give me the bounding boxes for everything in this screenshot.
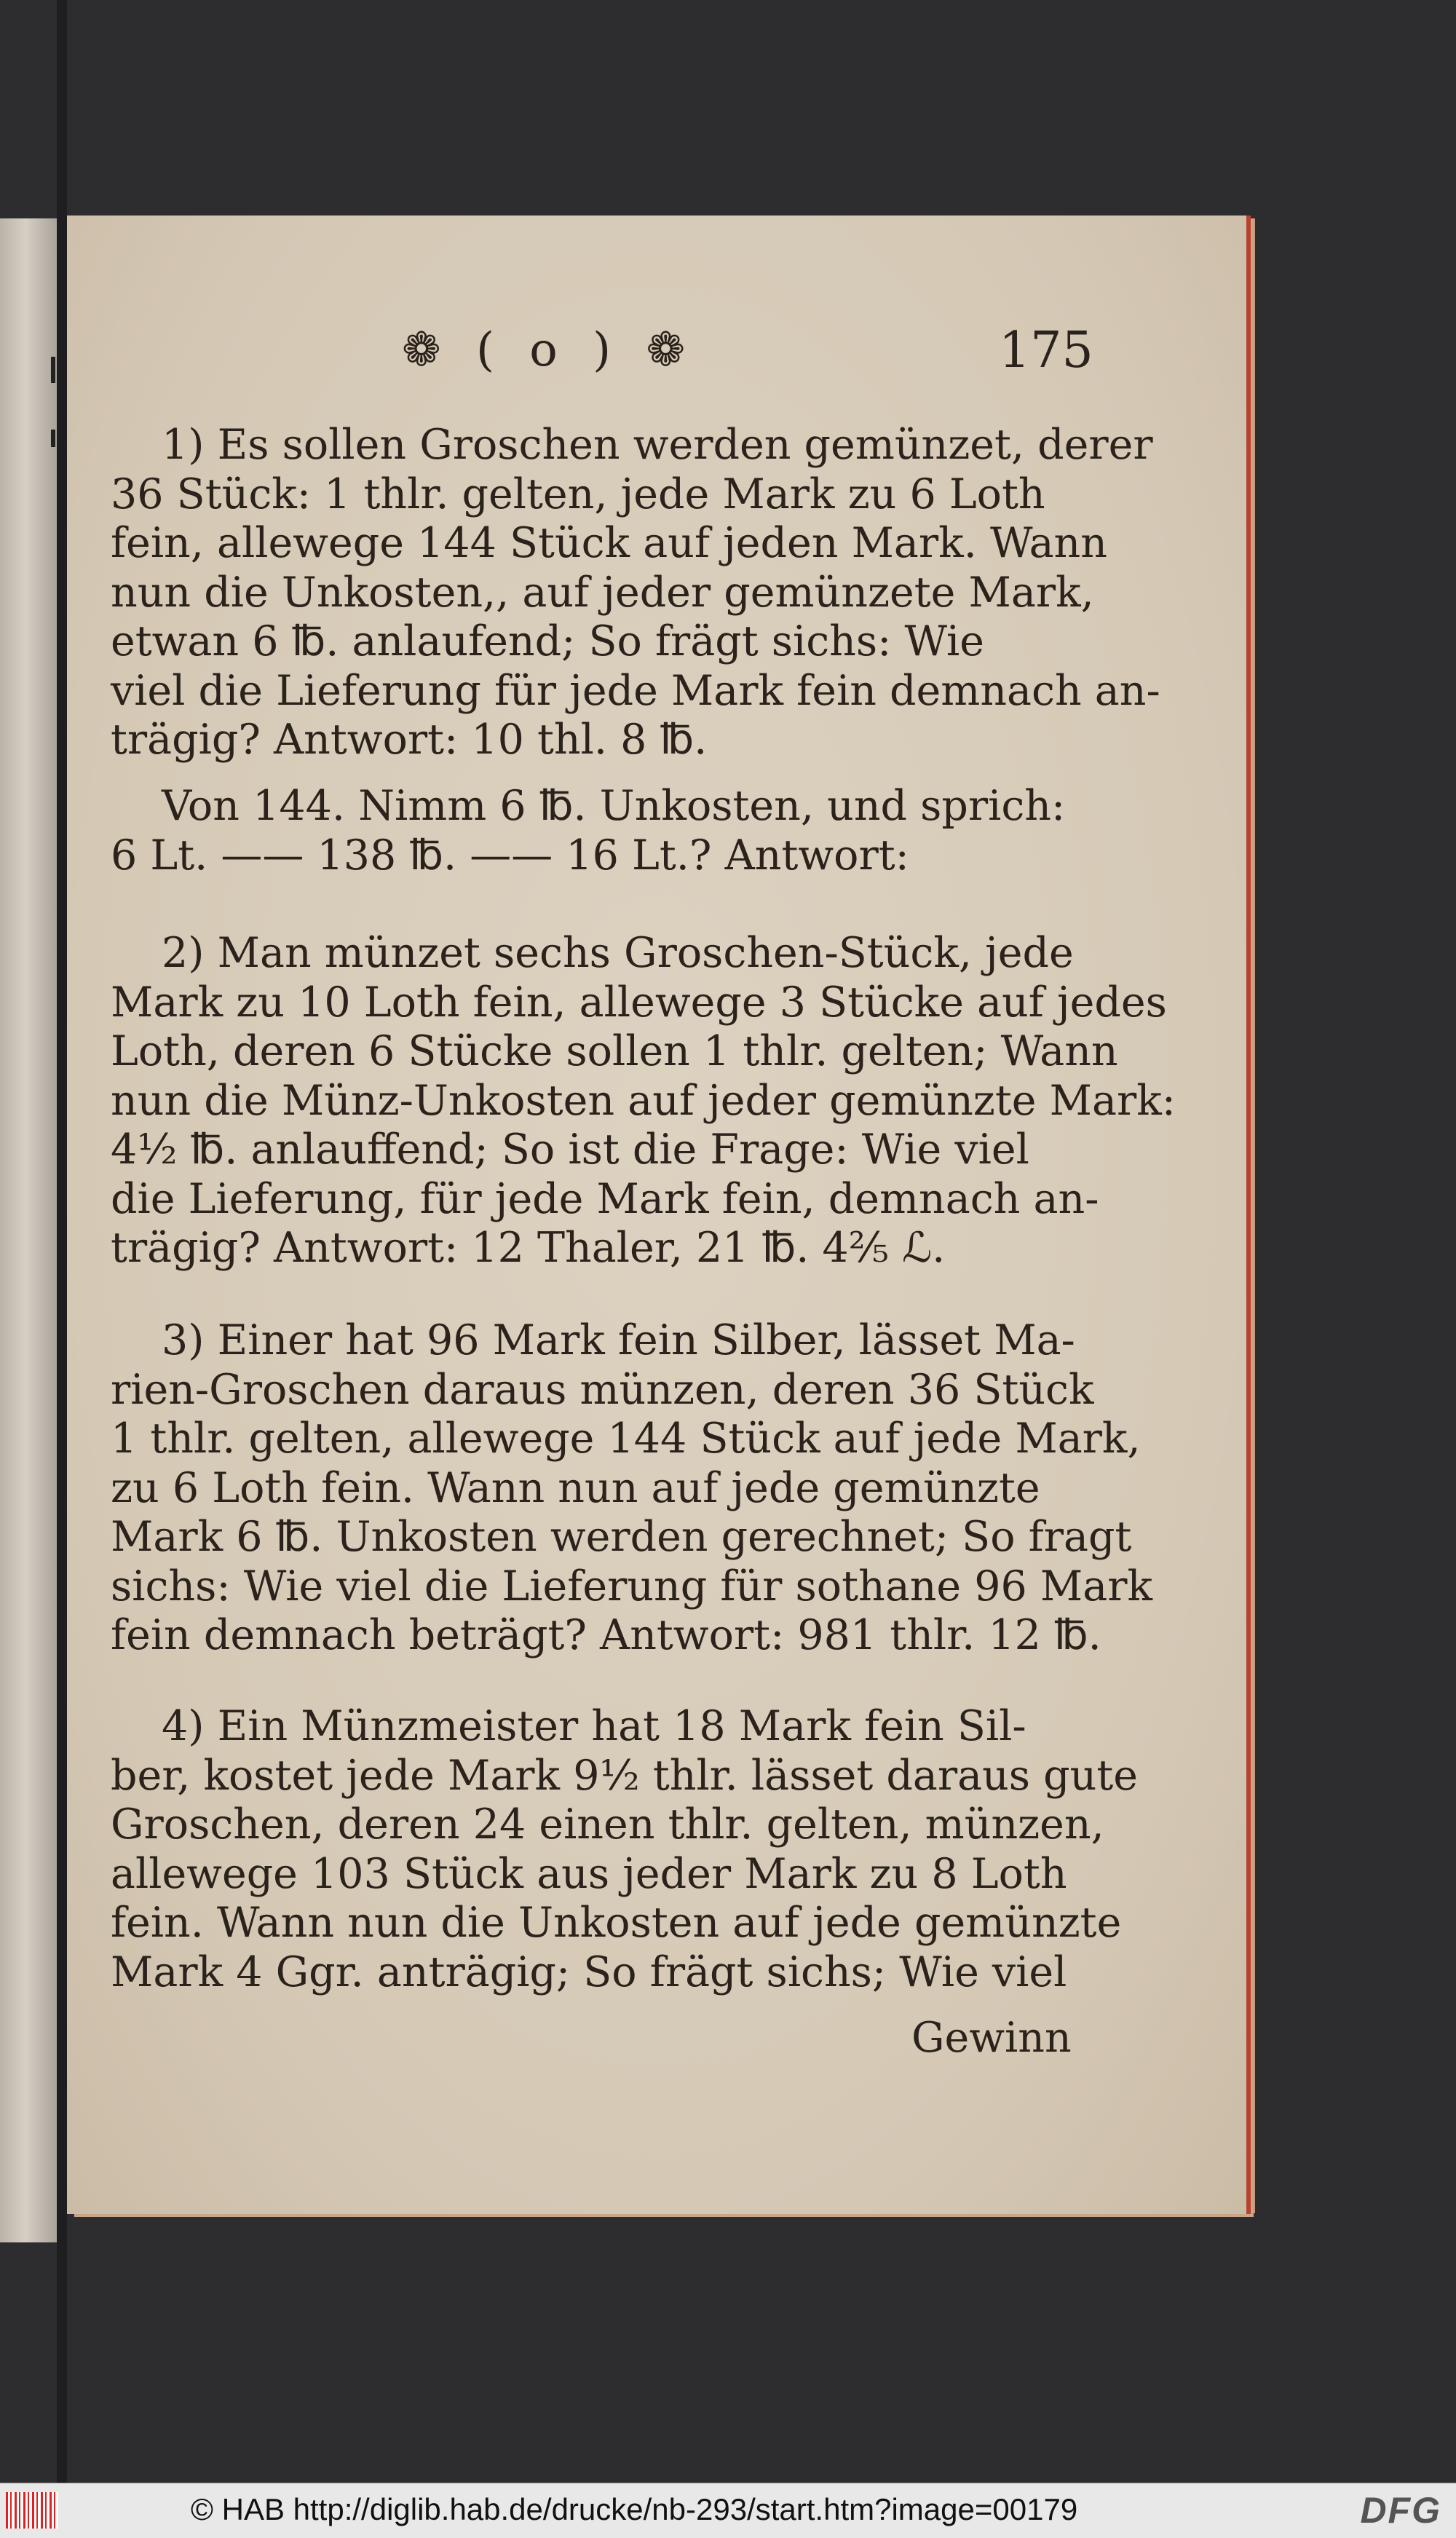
paragraph-3 <box>111 929 1176 1273</box>
text-line: etwan 6 ℔. anlaufend; So frägt sichs: Wie <box>111 617 985 665</box>
text-line: 1) Es sollen Groschen werden gemünzet, derer <box>162 421 1153 469</box>
text-line: trägig? Antwort: 12 Thaler, 21 ℔. 4⅖ ℒ. <box>111 1224 946 1272</box>
text-line: die Lieferung, für jede Mark fein, demnach an- <box>111 1174 1099 1223</box>
text-line: viel die Lieferung für jede Mark fein demnach an- <box>111 666 1160 715</box>
running-head: ❁ ( o ) ❁ <box>402 323 696 377</box>
text-line: 1 thlr. gelten, allewege 144 Stück auf jede Mark, <box>111 1415 1141 1463</box>
paragraph-5 <box>111 1702 1137 1997</box>
text-line: Loth, deren 6 Stücke sollen 1 thlr. gelten; Wann <box>111 1027 1118 1075</box>
book-page <box>67 216 1246 2214</box>
text-line: 6 Lt. —— 138 ℔. —— 16 Lt.? Antwort: <box>111 831 909 879</box>
paragraph-1 <box>111 421 1160 765</box>
text-line: fein demnach beträgt? Antwort: 981 thlr. 12 ℔. <box>111 1611 1101 1659</box>
text-line: 36 Stück: 1 thlr. gelten, jede Mark zu 6 Loth <box>111 470 1045 518</box>
text-line: nun die Unkosten,, auf jeder gemünzete Mark, <box>111 568 1094 617</box>
page-number: 175 <box>999 322 1093 379</box>
dfg-logo: DFG <box>1360 2490 1441 2531</box>
text-line: trägig? Antwort: 10 thl. 8 ℔. <box>111 716 708 764</box>
text-line: zu 6 Loth fein. Wann nun auf jede gemünzte <box>111 1463 1040 1512</box>
footer-bar <box>0 2483 1456 2538</box>
barcode-icon <box>6 2492 58 2529</box>
text-line: nun die Münz-Unkosten auf jeder gemünzte Mark: <box>111 1076 1176 1125</box>
text-line: 4) Ein Münzmeister hat 18 Mark fein Sil- <box>162 1702 1026 1750</box>
text-line: allewege 103 Stück aus jeder Mark zu 8 Loth <box>111 1849 1067 1898</box>
text-line: 2) Man münzet sechs Groschen-Stück, jede <box>162 929 1074 977</box>
text-line: Mark 4 Ggr. anträgig; So frägt sichs; Wie viel <box>111 1948 1067 1996</box>
footer-link[interactable]: © HAB http://diglib.hab.de/drucke/nb-293/start.htm?image=00179 <box>191 2492 1078 2526</box>
text-line: ber, kostet jede Mark 9½ thlr. lässet daraus gute <box>111 1751 1139 1800</box>
paragraph-4 <box>111 1316 1153 1661</box>
paragraph-2 <box>111 782 1137 880</box>
text-line: sichs: Wie viel die Lieferung für sothane 96 Mark <box>111 1562 1153 1610</box>
text-line: fein, allewege 144 Stück auf jeden Mark. Wann <box>111 519 1107 567</box>
text-line: Von 144. Nimm 6 ℔. Unkosten, und sprich: <box>162 782 1066 830</box>
text-line: Mark zu 10 Loth fein, allewege 3 Stücke auf jedes <box>111 978 1167 1027</box>
text-line: 3) Einer hat 96 Mark fein Silber, lässet Ma- <box>162 1316 1075 1364</box>
page-red-edge <box>1245 218 1255 2213</box>
text-line: 4½ ℔. anlauffend; So ist die Frage: Wie viel <box>111 1126 1029 1174</box>
text-line: fein. Wann nun die Unkosten auf jede gemünzte <box>111 1899 1122 1947</box>
adjacent-page-edge <box>0 218 57 2242</box>
text-line: Mark 6 ℔. Unkosten werden gerechnet; So fragt <box>111 1513 1132 1561</box>
text-line: rien-Groschen daraus münzen, deren 36 Stück <box>111 1365 1094 1414</box>
text-line: Groschen, deren 24 einen thlr. gelten, münzen, <box>111 1800 1104 1849</box>
catchword: Gewinn <box>911 2014 1072 2062</box>
book-gutter <box>57 0 67 2483</box>
